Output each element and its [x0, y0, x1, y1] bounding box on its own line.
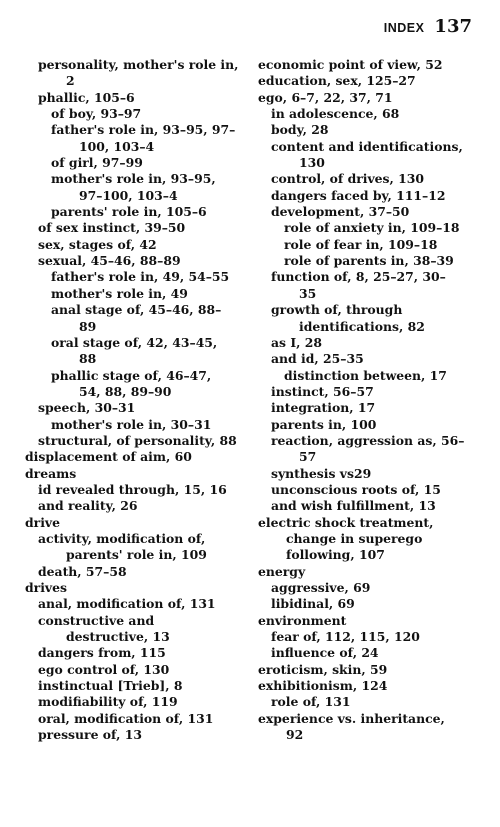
index-entry — [258, 171, 486, 187]
index-entry-text: death, 57–58 — [38, 563, 127, 579]
index-entry-text: as I, 28 — [271, 334, 322, 350]
index-entry-text: reaction, aggression as, 56– — [271, 432, 465, 448]
index-entry-text: libidinal, 69 — [271, 596, 355, 612]
index-entry-continuation: 54, 88, 89–90 — [79, 383, 172, 399]
index-entry-text: content and identifications, — [271, 138, 463, 154]
index-entry-text: of sex instinct, 39–50 — [38, 220, 186, 236]
index-entry-continuation: 35 — [299, 285, 317, 301]
index-entry-text: development, 37–50 — [271, 204, 410, 220]
index-entry — [25, 645, 253, 661]
index-entry-text: body, 28 — [271, 122, 329, 138]
index-entry — [258, 466, 486, 482]
index-entry-text: control, of drives, 130 — [271, 171, 425, 187]
index-entry — [25, 155, 253, 171]
index-entry — [258, 237, 486, 253]
index-entry-text: activity, modification of, — [38, 530, 206, 546]
index-entry — [258, 417, 486, 433]
index-entry — [258, 498, 486, 514]
index-entry-text: ego control of, 130 — [38, 661, 170, 677]
index-entry-text: synthesis vs29 — [271, 465, 372, 481]
index-entry-text: economic point of view, 52 — [258, 57, 443, 72]
page-number: 137 — [434, 16, 472, 37]
index-entry — [25, 662, 253, 678]
index-entry — [258, 596, 486, 612]
index-entry-text: modifiability of, 119 — [38, 694, 178, 710]
index-entry-text: phallic, 105–6 — [38, 89, 135, 105]
index-entry-text: of boy, 93–97 — [51, 106, 142, 122]
index-entry — [258, 368, 486, 384]
index-entry — [258, 335, 486, 351]
index-entry — [25, 449, 253, 465]
index-entry-text: father's role in, 49, 54–55 — [51, 269, 230, 285]
index-entry-text: dangers from, 115 — [38, 645, 166, 661]
index-entry-text: experience vs. inheritance, — [258, 710, 445, 726]
index-entry — [25, 57, 253, 90]
index-entry — [25, 515, 253, 531]
running-header — [384, 16, 472, 37]
index-entry — [25, 171, 253, 204]
index-entry — [25, 269, 253, 285]
index-column-left — [25, 57, 253, 743]
index-entry — [258, 678, 486, 694]
index-entry-continuation: 88 — [79, 351, 97, 367]
index-entry — [25, 286, 253, 302]
index-entry — [25, 678, 253, 694]
index-entry-text: parents' role in, 105–6 — [51, 204, 207, 220]
index-entry-text: distinction between, 17 — [284, 367, 447, 383]
index-entry-continuation: following, 107 — [286, 547, 385, 563]
index-entry — [258, 220, 486, 236]
index-entry-text: oral stage of, 42, 43–45, — [51, 334, 218, 350]
index-entry-text: growth of, through — [271, 302, 403, 318]
index-entry — [25, 220, 253, 236]
index-entry — [258, 694, 486, 710]
index-entry — [258, 662, 486, 678]
index-entry-text: function of, 8, 25–27, 30– — [271, 269, 446, 285]
index-entry — [25, 302, 253, 335]
index-entry-text: constructive and — [38, 612, 155, 628]
index-entry-continuation: identifications, 82 — [299, 318, 425, 334]
index-entry-text: mother's role in, 49 — [51, 285, 188, 301]
index-entry-text: and id, 25–35 — [271, 351, 364, 367]
index-entry — [25, 400, 253, 416]
index-entry — [25, 417, 253, 433]
index-entry-text: structural, of personality, 88 — [38, 432, 237, 448]
index-entry-text: ego, 6–7, 22, 37, 71 — [258, 89, 393, 105]
index-entry-text: fear of, 112, 115, 120 — [271, 629, 420, 645]
index-entry-text: sexual, 45–46, 88–89 — [38, 253, 181, 269]
index-entry-text: of girl, 97–99 — [51, 155, 143, 171]
index-entry — [258, 645, 486, 661]
index-entry — [25, 466, 253, 482]
index-entry-text: electric shock treatment, — [258, 514, 434, 530]
index-entry-text: integration, 17 — [271, 400, 376, 416]
index-entry-text: personality, mother's role in, — [38, 57, 239, 72]
index-entry-continuation: 130 — [299, 155, 325, 171]
index-entry-text: father's role in, 93–95, 97– — [51, 122, 236, 138]
index-entry-continuation: destructive, 13 — [66, 629, 170, 645]
index-entry-text: energy — [258, 563, 306, 579]
index-entry-text: eroticism, skin, 59 — [258, 661, 388, 677]
index-entry — [258, 122, 486, 138]
index-entry-text: anal, modification of, 131 — [38, 596, 216, 612]
index-entry-continuation: 2 — [66, 73, 75, 89]
index-entry — [25, 564, 253, 580]
index-entry-text: role of fear in, 109–18 — [284, 236, 438, 252]
index-entry — [258, 269, 486, 302]
index-entry — [25, 106, 253, 122]
index-entry — [258, 73, 486, 89]
index-entry — [25, 122, 253, 155]
index-entry-text: phallic stage of, 46–47, — [51, 367, 212, 383]
index-entry — [25, 482, 253, 498]
index-entry — [258, 302, 486, 335]
index-entry — [25, 368, 253, 401]
index-entry — [258, 106, 486, 122]
index-entry — [258, 139, 486, 172]
index-entry — [25, 253, 253, 269]
index-entry-continuation: 100, 103–4 — [79, 138, 155, 154]
index-entry-text: influence of, 24 — [271, 645, 379, 661]
index-entry-continuation: 92 — [286, 727, 304, 743]
section-title: INDEX — [383, 21, 425, 35]
index-entry — [258, 400, 486, 416]
index-entry — [25, 613, 253, 646]
index-entry-text: exhibitionism, 124 — [258, 678, 388, 694]
index-entry — [258, 515, 486, 564]
index-entry — [258, 711, 486, 744]
index-entry — [258, 613, 486, 629]
index-entry-text: dreams — [25, 465, 77, 481]
index-entry — [25, 237, 253, 253]
index-entry — [25, 204, 253, 220]
index-entry-continuation: change in superego — [286, 530, 423, 546]
index-entry — [25, 596, 253, 612]
index-entry-text: drives — [25, 580, 67, 595]
index-entry — [258, 564, 486, 580]
index-entry-text: role of, 131 — [271, 694, 351, 710]
index-entry-text: role of anxiety in, 109–18 — [284, 220, 460, 236]
index-entry — [258, 629, 486, 645]
index-entry-text: unconscious roots of, 15 — [271, 481, 441, 497]
index-entry-text: dangers faced by, 111–12 — [271, 187, 446, 203]
index-entry-text: parents in, 100 — [271, 416, 377, 432]
index-entry-text: in adolescence, 68 — [271, 106, 400, 122]
index-entry — [258, 580, 486, 596]
index-entry-text: education, sex, 125–27 — [258, 73, 416, 89]
index-entry — [258, 90, 486, 106]
index-entry-text: anal stage of, 45–46, 88– — [51, 302, 222, 318]
index-entry — [258, 253, 486, 269]
index-entry-text: displacement of aim, 60 — [25, 449, 192, 465]
index-entry-text: instinct, 56–57 — [271, 383, 374, 399]
index-entry-text: speech, 30–31 — [38, 400, 136, 416]
index-entry — [258, 384, 486, 400]
index-entry — [258, 351, 486, 367]
index-entry-text: environment — [258, 612, 347, 628]
index-entry-text: pressure of, 13 — [38, 727, 142, 743]
index-entry — [258, 482, 486, 498]
index-entry — [25, 727, 253, 743]
index-entry-continuation: 57 — [299, 449, 317, 465]
index-entry — [25, 531, 253, 564]
index-entry — [25, 90, 253, 106]
index-entry-continuation: parents' role in, 109 — [66, 547, 207, 563]
index-entry — [25, 694, 253, 710]
index-entry-continuation: 97–100, 103–4 — [79, 187, 178, 203]
index-entry — [258, 204, 486, 220]
index-column-right — [258, 57, 486, 743]
index-entry — [25, 580, 253, 596]
index-entry-text: instinctual [Trieb], 8 — [38, 678, 183, 694]
index-entry — [258, 57, 486, 73]
index-entry-text: oral, modification of, 131 — [38, 710, 214, 726]
index-entry-text: mother's role in, 93–95, — [51, 171, 216, 187]
index-entry-continuation: 89 — [79, 318, 97, 334]
index-entry — [25, 433, 253, 449]
index-entry — [25, 335, 253, 368]
index-entry-text: mother's role in, 30–31 — [51, 416, 212, 432]
index-entry-text: and reality, 26 — [38, 498, 138, 514]
index-entry-text: role of parents in, 38–39 — [284, 253, 454, 269]
index-entry-text: id revealed through, 15, 16 — [38, 481, 227, 497]
index-entry-text: sex, stages of, 42 — [38, 236, 157, 252]
index-entry — [258, 433, 486, 466]
index-entry-text: aggressive, 69 — [271, 580, 371, 595]
index-entry — [258, 188, 486, 204]
index-entry-text: and wish fulfillment, 13 — [271, 498, 436, 514]
index-entry — [25, 498, 253, 514]
index-entry-text: drive — [25, 514, 60, 530]
index-entry — [25, 711, 253, 727]
